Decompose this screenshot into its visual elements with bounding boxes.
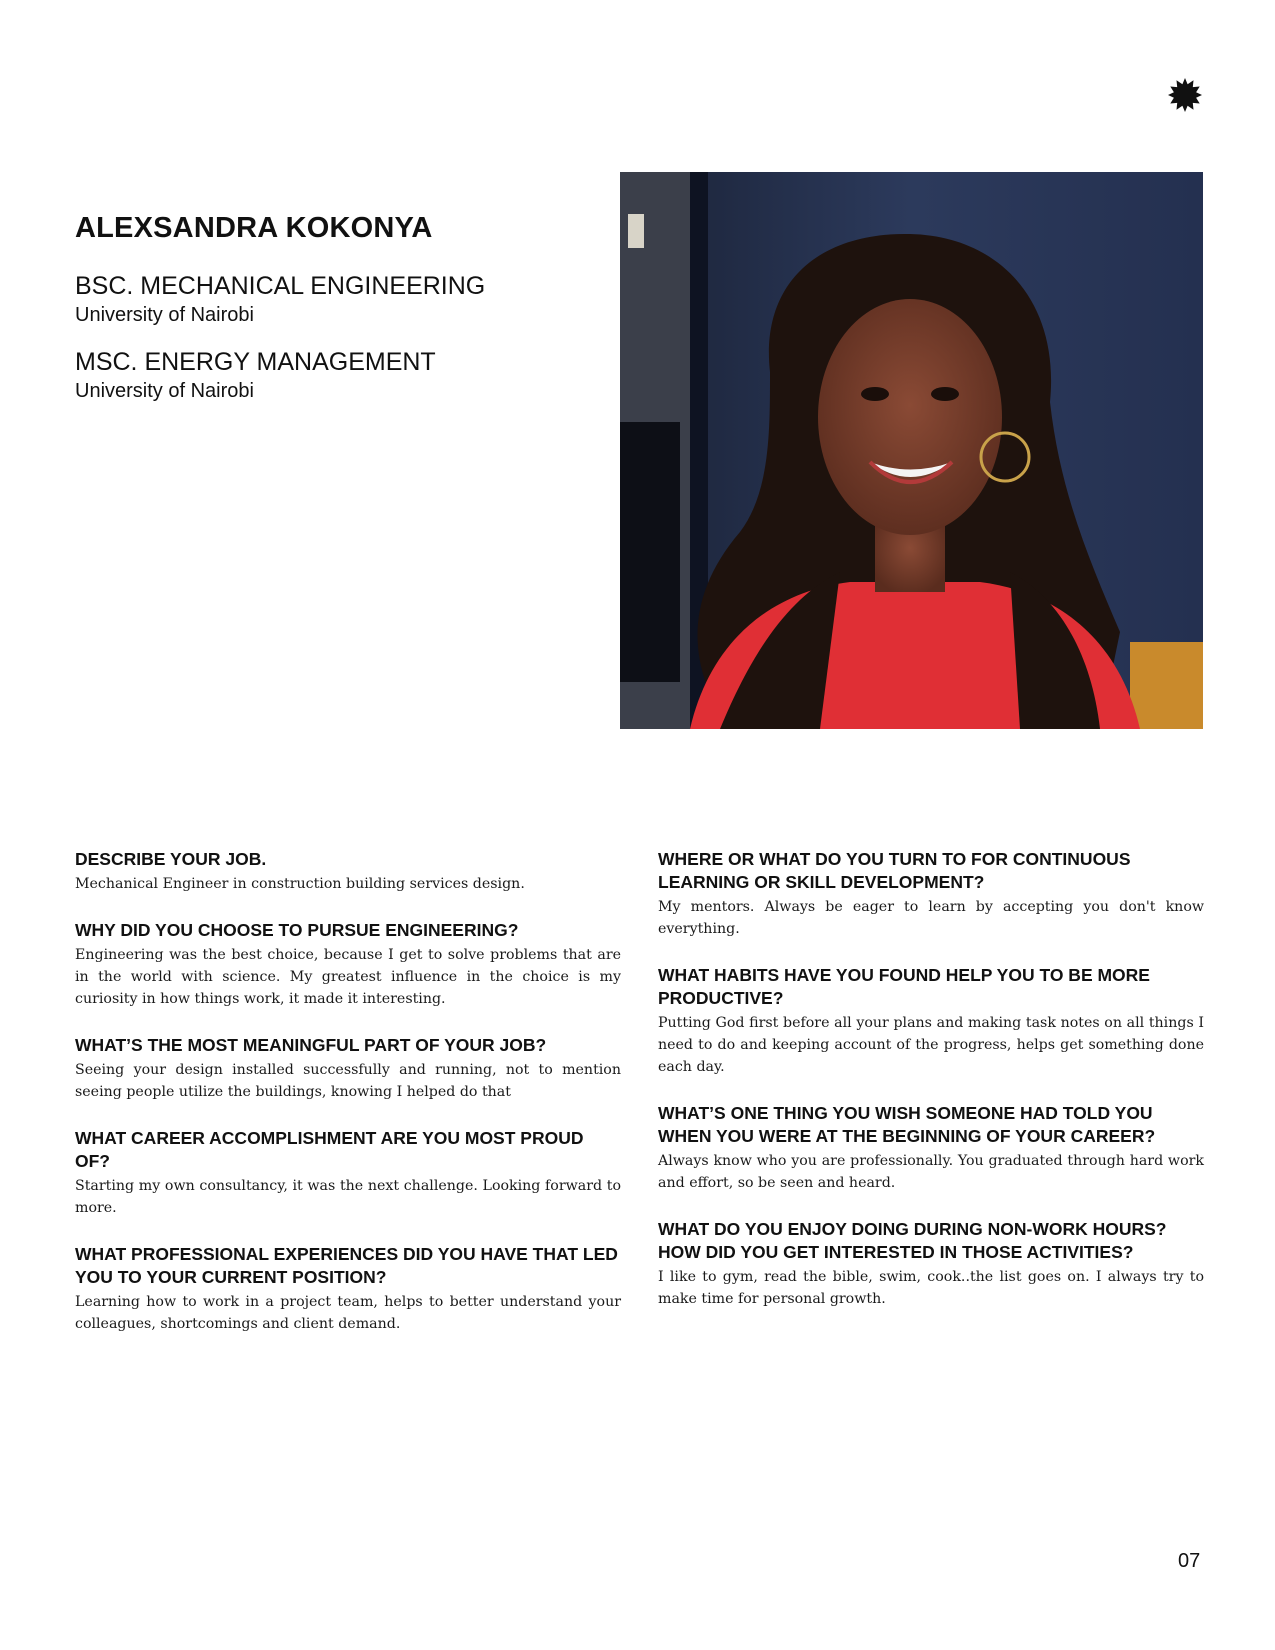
question: WHERE OR WHAT DO YOU TURN TO FOR CONTINUOUS LEARNING OR SKILL DEVELOPMENT? [658, 849, 1131, 892]
question: WHAT PROFESSIONAL EXPERIENCES DID YOU HAVE THAT LED YOU TO YOUR CURRENT POSITION? [75, 1244, 618, 1287]
question: WHAT CAREER ACCOMPLISHMENT ARE YOU MOST PROUD OF? [75, 1128, 584, 1171]
question: DESCRIBE YOUR JOB. [75, 849, 267, 869]
qa-item [75, 1243, 621, 1335]
qa-item [75, 1034, 621, 1103]
answer: Starting my own consultancy, it was the next challenge. Looking forward to more. [75, 1178, 621, 1216]
profile-header [75, 212, 595, 423]
page-number: 07 [1178, 1550, 1201, 1572]
answer: Always know who you are professionally. You graduated through hard work and effort, so be seen and heard. [658, 1153, 1204, 1191]
degree-school: University of Nairobi [75, 304, 254, 326]
question: WHAT DO YOU ENJOY DOING DURING NON-WORK HOURS? HOW DID YOU GET INTERESTED IN THOSE ACTIVITIES? [658, 1219, 1167, 1262]
answer: Seeing your design installed successfully and running, not to mention seeing people utilize the buildings, knowing I helped do that [75, 1062, 621, 1100]
qa-item [658, 1102, 1204, 1194]
qa-item [658, 1218, 1204, 1310]
answer: Putting God first before all your plans and making task notes on all things I need to do and keeping account of the progress, helps get something done each day. [658, 1015, 1204, 1075]
answer: Learning how to work in a project team, helps to better understand your colleagues, shortcomings and client demand. [75, 1294, 621, 1332]
qa-item [658, 964, 1204, 1078]
question: WHAT’S ONE THING YOU WISH SOMEONE HAD TOLD YOU WHEN YOU WERE AT THE BEGINNING OF YOUR CAREER? [658, 1103, 1156, 1146]
question: WHAT’S THE MOST MEANINGFUL PART OF YOUR JOB? [75, 1035, 547, 1055]
degree-school: University of Nairobi [75, 380, 254, 402]
portrait-photo [620, 172, 1203, 729]
qa-column-left [75, 848, 621, 1359]
question: WHAT HABITS HAVE YOU FOUND HELP YOU TO BE MORE PRODUCTIVE? [658, 965, 1150, 1008]
answer: My mentors. Always be eager to learn by accepting you don't know everything. [658, 899, 1204, 937]
qa-item [75, 848, 621, 895]
degree-title: MSC. ENERGY MANAGEMENT [75, 348, 436, 376]
answer: Engineering was the best choice, because I get to solve problems that are in the world with science. My greatest influence in the choice is my curiosity in how things work, it made it interesting. [75, 947, 621, 1007]
degree-title: BSC. MECHANICAL ENGINEERING [75, 272, 486, 300]
starburst-icon [1168, 78, 1202, 112]
qa-item [75, 1127, 621, 1219]
portrait-illustration [620, 172, 1203, 729]
qa-item [658, 848, 1204, 940]
question: WHY DID YOU CHOOSE TO PURSUE ENGINEERING? [75, 920, 519, 940]
person-name: ALEXSANDRA KOKONYA [75, 212, 433, 244]
qa-column-right [658, 848, 1204, 1334]
answer: Mechanical Engineer in construction building services design. [75, 876, 525, 892]
qa-item [75, 919, 621, 1010]
answer: I like to gym, read the bible, swim, cook..the list goes on. I always try to make time for personal growth. [658, 1269, 1204, 1307]
